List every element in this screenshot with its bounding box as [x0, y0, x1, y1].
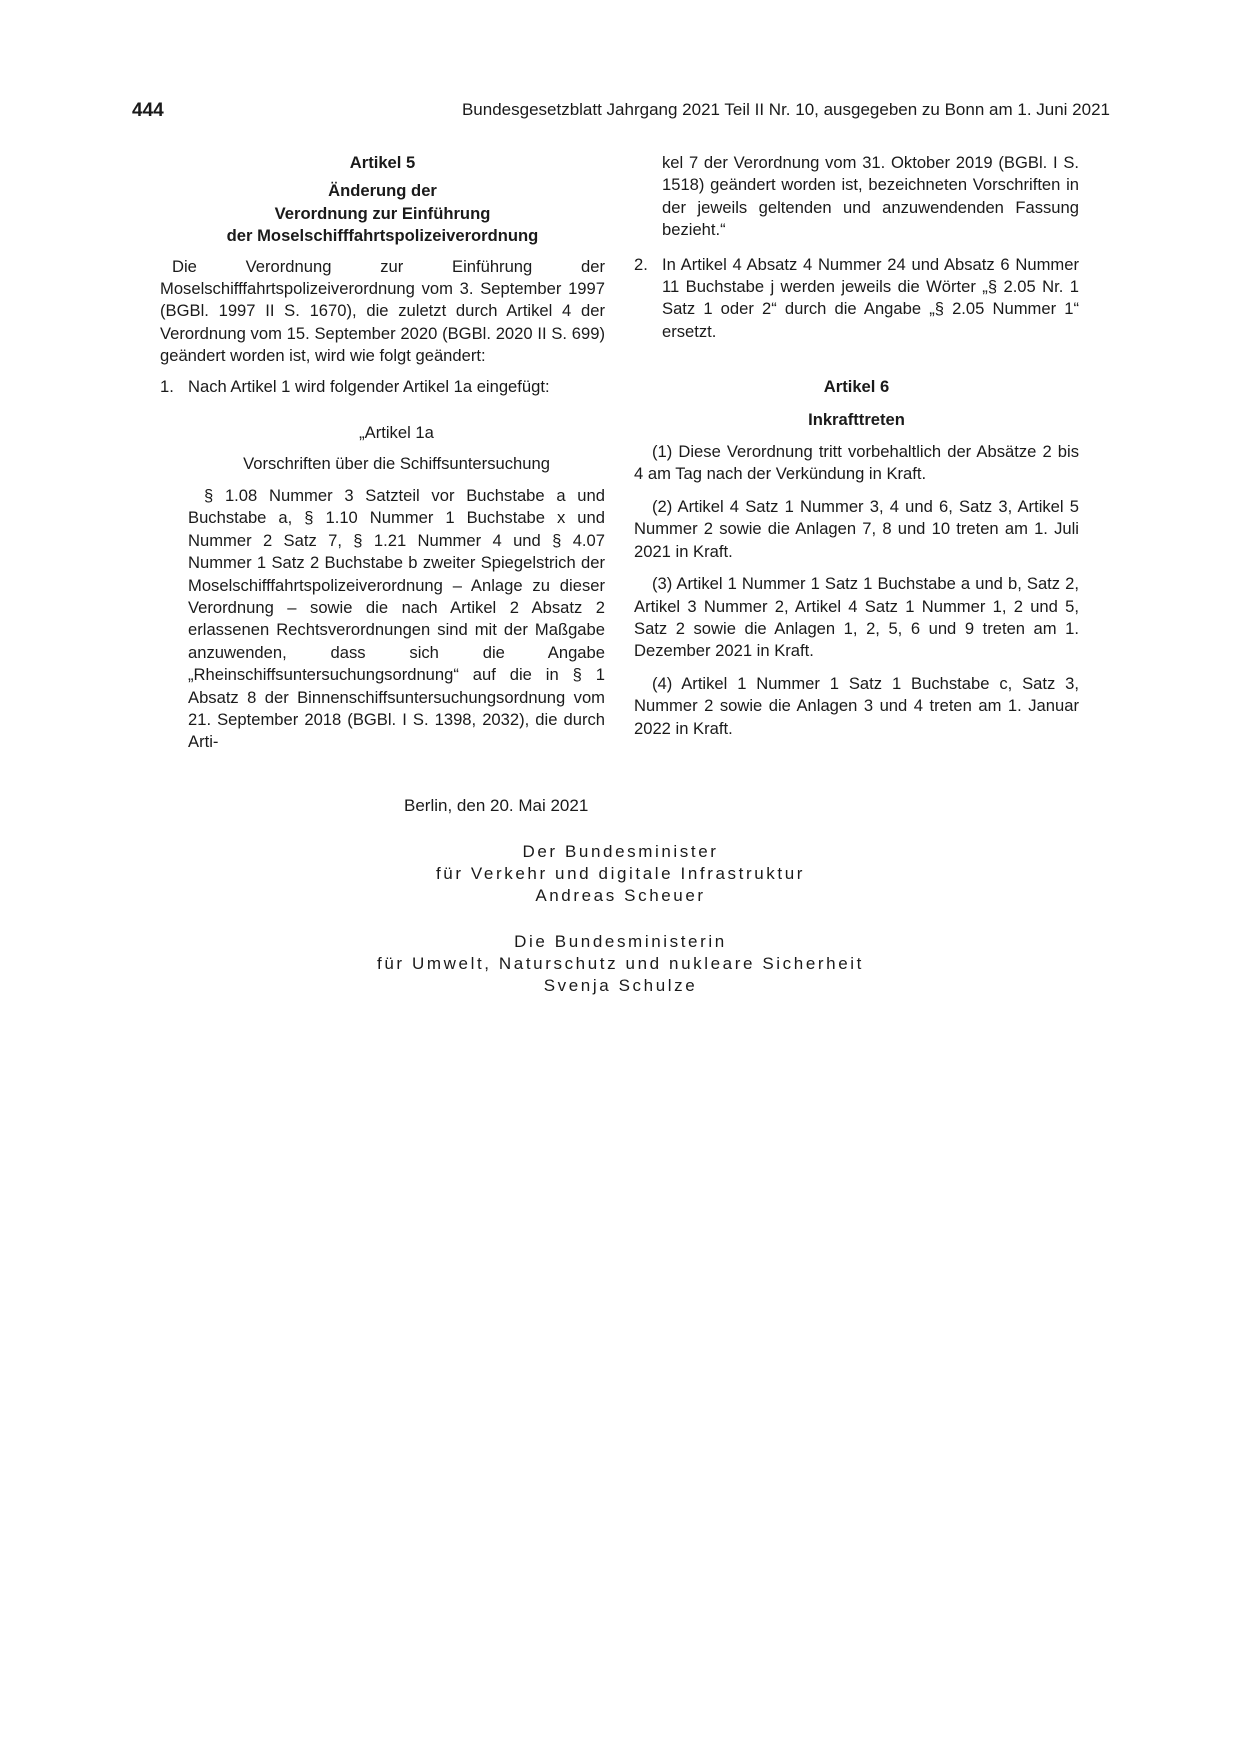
quote-heading: „Artikel 1a — [359, 423, 434, 443]
running-title: Bundesgesetzblatt Jahrgang 2021 Teil II Nr. 10, ausgegeben zu Bonn am 1. Juni 2021 — [461, 100, 1110, 119]
article6-paragraph: (2) Artikel 4 Satz 1 Nummer 3, 4 und 6, Satz 3, Artikel 5 Nummer 2 sowie die Anlagen 7, 8 und 10 treten am 1. Juli 2021 in Kraft. — [634, 496, 1079, 561]
page-number: 444 — [132, 100, 164, 121]
article5-title — [160, 180, 605, 247]
signer-name: Andreas Scheuer — [535, 886, 706, 905]
article6-title: Inkrafttreten — [808, 409, 905, 429]
article5-item-1 — [160, 376, 605, 398]
article5-title-line: Änderung der — [328, 181, 437, 201]
signer-office: Die Bundesministerin — [514, 932, 727, 951]
article5-title-line: Verordnung zur Einführung — [274, 203, 491, 223]
inserted-article-quote — [160, 422, 605, 754]
quote-subheading: Vorschriften über die Schiffsuntersuchung — [243, 454, 550, 474]
article5-heading: Artikel 5 — [349, 153, 416, 172]
signer-ministry: für Umwelt, Naturschutz und nukleare Sicherheit — [377, 954, 864, 973]
right-column — [634, 152, 1079, 740]
article5-title-line: der Moselschifffahrtspolizeiverordnung — [226, 226, 539, 246]
signer-transport-minister — [0, 841, 1241, 907]
article5-intro: Die Verordnung zur Einführung der Moselschifffahrtspolizeiverordnung vom 3. September 1997 (BGBl. 1997 II S. 1670), die zuletzt durch Artikel 4 der Verordnung vom 15. September 2020 (BGBl. 2020 II S. 699) geändert worden ist, wird wie folgt geändert: — [160, 256, 605, 366]
article6-paragraph: (3) Artikel 1 Nummer 1 Satz 1 Buchstabe a und b, Satz 2, Artikel 3 Nummer 2, Artikel 4 Satz 1 Nummer 1, 2 und 5, Satz 2 sowie die Anlagen 1, 2, 5, 6 und 9 treten am 1. Dezember 2021 in Kraft. — [634, 574, 1079, 661]
left-column — [160, 152, 605, 754]
article6-paragraph: (1) Diese Verordnung tritt vorbehaltlich der Absätze 2 bis 4 am Tag nach der Verkündung in Kraft. — [634, 442, 1079, 484]
signer-name: Svenja Schulze — [543, 976, 698, 995]
page-header — [132, 100, 1110, 126]
signer-ministry: für Verkehr und digitale Infrastruktur — [435, 864, 806, 883]
item-number: 2. — [634, 254, 648, 274]
quote-text-left-part: § 1.08 Nummer 3 Satzteil vor Buchstabe a und Buchstabe a, § 1.10 Nummer 1 Buchstabe x und Nummer 2 Satz 7, § 1.21 Nummer 4 und § 4.07 Nummer 1 Satz 2 Buchstabe b zweiter Spiegelstrich der Moselschifffahrtspolizeiverordnung – Anlage zu dieser Verordnung – sowie die nach Artikel 2 Absatz 2 erlassenen Rechtsverordnungen sind mit der Maßgabe anzuwenden, dass sich die Angabe „Rheinschiffsuntersuchungsordnung“ auf die in § 1 Absatz 8 der Binnenschiffsuntersuchungsordnung vom 21. September 2018 (BGBl. I S. 1398, 2032), die durch Arti- — [188, 485, 605, 752]
place-date: Berlin, den 20. Mai 2021 — [404, 796, 589, 815]
article6-heading: Artikel 6 — [823, 377, 890, 397]
quote-continuation — [634, 152, 1079, 242]
signer-office: Der Bundesminister — [522, 842, 719, 861]
item-text: In Artikel 4 Absatz 4 Nummer 24 und Absatz 6 Nummer 11 Buchstabe j werden jeweils die Wörter „§ 2.05 Nr. 1 Satz 1 oder 2“ durch die Angabe „§ 2.05 Nummer 1“ ersetzt. — [662, 254, 1079, 341]
item-number: 1. — [160, 376, 174, 396]
article5-item-2 — [634, 254, 1079, 344]
item-text: Nach Artikel 1 wird folgender Artikel 1a eingefügt: — [188, 376, 550, 396]
article6-paragraph: (4) Artikel 1 Nummer 1 Satz 1 Buchstabe c, Satz 3, Nummer 2 sowie die Anlagen 3 und 4 treten am 1. Januar 2022 in Kraft. — [634, 673, 1079, 738]
quote-text-right-part: kel 7 der Verordnung vom 31. Oktober 2019 (BGBl. I S. 1518) geändert worden ist, bezeichneten Vorschriften in der jeweils geltenden und anzuwendenden Fassung bezieht.“ — [662, 153, 1079, 240]
signer-environment-minister — [0, 931, 1241, 997]
